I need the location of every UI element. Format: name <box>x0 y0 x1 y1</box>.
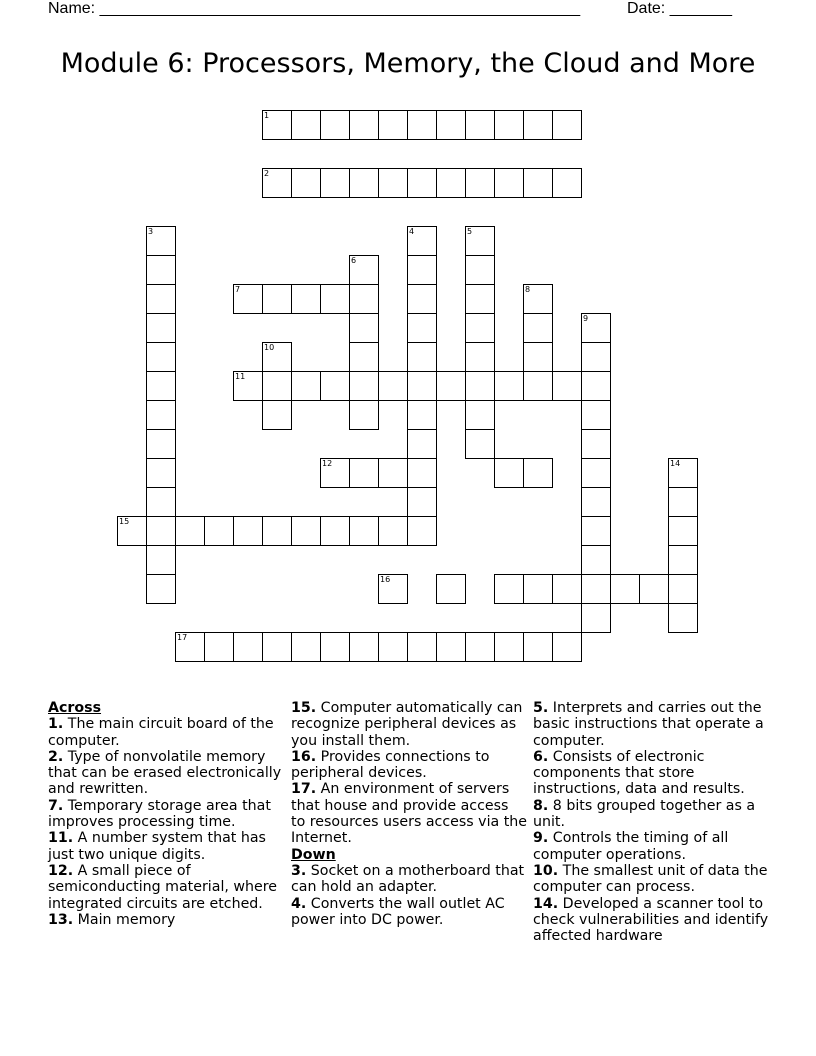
crossword-cell[interactable] <box>436 632 466 662</box>
crossword-cell[interactable] <box>668 574 698 604</box>
clue-number-label: 15 <box>119 517 130 526</box>
across-clue <box>48 912 284 928</box>
crossword-cell[interactable] <box>262 342 292 372</box>
crossword-cell[interactable] <box>378 516 408 546</box>
crossword-cell[interactable] <box>407 371 437 401</box>
crossword-cell[interactable] <box>233 284 263 314</box>
clue-number-label: 10 <box>264 343 275 352</box>
clue-number: 13. <box>48 911 74 928</box>
crossword-cell[interactable] <box>378 371 408 401</box>
crossword-cell[interactable] <box>378 168 408 198</box>
crossword-cell[interactable] <box>552 168 582 198</box>
crossword-cell[interactable] <box>349 516 379 546</box>
crossword-cell[interactable] <box>407 487 437 517</box>
crossword-cell[interactable] <box>581 545 611 575</box>
crossword-cell[interactable] <box>378 458 408 488</box>
crossword-cell[interactable] <box>465 226 495 256</box>
down-clue <box>533 863 769 896</box>
crossword-cell[interactable] <box>146 255 176 285</box>
name-field: Name: ______________________________________________________ <box>48 0 581 17</box>
crossword-cell[interactable] <box>146 458 176 488</box>
clue-number: 15. <box>291 700 317 716</box>
clue-text: Provides connections to peripheral devices. <box>291 748 490 782</box>
crossword-cell[interactable] <box>465 371 495 401</box>
down-heading: Down <box>291 846 336 863</box>
crossword-cell[interactable] <box>436 168 466 198</box>
down-clue <box>533 830 769 863</box>
crossword-cell[interactable] <box>552 110 582 140</box>
crossword-cell[interactable] <box>581 458 611 488</box>
clue-number: 5. <box>533 700 549 716</box>
crossword-cell[interactable] <box>291 110 321 140</box>
crossword-cell[interactable] <box>668 516 698 546</box>
clue-text: Developed a scanner tool to check vulnerabilities and identify affected hardware <box>533 895 769 945</box>
clue-text: A number system that has just two unique digits. <box>48 830 266 863</box>
clue-number-label: 5 <box>467 227 473 236</box>
crossword-cell[interactable] <box>407 110 437 140</box>
clues-column-2 <box>291 700 527 928</box>
crossword-cell[interactable] <box>262 371 292 401</box>
page-title: Module 6: Processors, Memory, the Cloud and More <box>60 48 756 79</box>
clue-text: Main memory <box>77 911 176 928</box>
crossword-cell[interactable] <box>407 255 437 285</box>
across-clue <box>48 830 284 863</box>
crossword-cell[interactable] <box>204 632 234 662</box>
crossword-cell[interactable] <box>378 574 408 604</box>
clue-text: Interprets and carries out the basic instructions that operate a computer. <box>533 700 764 749</box>
clue-number: 7. <box>48 797 64 814</box>
crossword-cell[interactable] <box>320 168 350 198</box>
crossword-cell[interactable] <box>175 516 205 546</box>
clue-text: Consists of electronic components that store instructions, data and results. <box>533 748 745 798</box>
crossword-cell[interactable] <box>581 313 611 343</box>
clue-number-label: 6 <box>351 256 357 265</box>
crossword-cell[interactable] <box>465 110 495 140</box>
date-field: Date: _______ <box>627 0 732 17</box>
across-clue <box>291 749 527 782</box>
clue-number-label: 1 <box>264 111 270 120</box>
crossword-cell[interactable] <box>668 603 698 633</box>
crossword-cell[interactable] <box>407 168 437 198</box>
crossword-cell[interactable] <box>146 545 176 575</box>
clue-number-label: 7 <box>235 285 241 294</box>
across-clue <box>48 798 284 831</box>
crossword-cell[interactable] <box>320 371 350 401</box>
crossword-cell[interactable] <box>146 400 176 430</box>
clue-text: A small piece of semiconducting material, where integrated circuits are etched. <box>48 862 277 912</box>
across-clue <box>291 781 527 846</box>
crossword-cell[interactable] <box>523 284 553 314</box>
crossword-cell[interactable] <box>523 632 553 662</box>
crossword-cell[interactable] <box>320 458 350 488</box>
clue-number: 9. <box>533 830 549 847</box>
crossword-cell[interactable] <box>320 632 350 662</box>
crossword-cell[interactable] <box>233 516 263 546</box>
crossword-cell[interactable] <box>146 487 176 517</box>
crossword-cell[interactable] <box>378 110 408 140</box>
clue-number: 16. <box>291 748 317 765</box>
clue-number-label: 9 <box>583 314 589 323</box>
crossword-cell[interactable] <box>581 574 611 604</box>
clue-text: Type of nonvolatile memory that can be erased electronically and rewritten. <box>48 748 282 798</box>
crossword-cell[interactable] <box>291 284 321 314</box>
crossword-cell[interactable] <box>407 429 437 459</box>
crossword-cell[interactable] <box>436 110 466 140</box>
crossword-cell[interactable] <box>581 429 611 459</box>
crossword-cell[interactable] <box>349 632 379 662</box>
crossword-cell[interactable] <box>262 110 292 140</box>
crossword-cell[interactable] <box>320 516 350 546</box>
crossword-cell[interactable] <box>349 255 379 285</box>
crossword-cell[interactable] <box>523 371 553 401</box>
crossword-cell[interactable] <box>146 574 176 604</box>
clue-number: 11. <box>48 830 74 847</box>
crossword-cell[interactable] <box>668 458 698 488</box>
crossword-cell[interactable] <box>146 226 176 256</box>
crossword-cell[interactable] <box>523 110 553 140</box>
clue-number-label: 14 <box>670 459 681 468</box>
clue-text: The smallest unit of data the computer can process. <box>533 862 768 896</box>
crossword-cell[interactable] <box>668 545 698 575</box>
clue-number: 3. <box>291 862 307 879</box>
clue-number: 2. <box>48 748 64 765</box>
clue-text: Temporary storage area that improves processing time. <box>48 797 271 831</box>
crossword-cell[interactable] <box>117 516 147 546</box>
across-heading: Across <box>48 700 102 716</box>
crossword-cell[interactable] <box>146 342 176 372</box>
crossword-cell[interactable] <box>233 632 263 662</box>
crossword-cell[interactable] <box>581 371 611 401</box>
crossword-cell[interactable] <box>349 458 379 488</box>
crossword-cell[interactable] <box>146 516 176 546</box>
crossword-cell[interactable] <box>581 342 611 372</box>
clue-number-label: 8 <box>525 285 531 294</box>
crossword-cell[interactable] <box>581 516 611 546</box>
crossword-cell[interactable] <box>262 516 292 546</box>
crossword-cell[interactable] <box>233 371 263 401</box>
clue-number-label: 17 <box>177 633 188 642</box>
crossword-cell[interactable] <box>523 168 553 198</box>
crossword-cell[interactable] <box>407 284 437 314</box>
crossword-cell[interactable] <box>523 458 553 488</box>
clue-number: 17. <box>291 781 317 798</box>
down-clue <box>533 798 769 831</box>
crossword-cell[interactable] <box>494 110 524 140</box>
crossword-cell[interactable] <box>320 284 350 314</box>
crossword-cell[interactable] <box>610 574 640 604</box>
clue-number: 14. <box>533 895 559 912</box>
crossword-cell[interactable] <box>552 371 582 401</box>
crossword-cell[interactable] <box>407 516 437 546</box>
crossword-cell[interactable] <box>146 371 176 401</box>
crossword-cell[interactable] <box>407 458 437 488</box>
crossword-cell[interactable] <box>494 458 524 488</box>
clue-text: 8 bits grouped together as a unit. <box>533 797 756 831</box>
clues-column-3 <box>533 700 769 944</box>
crossword-cell[interactable] <box>581 400 611 430</box>
crossword-cell[interactable] <box>146 429 176 459</box>
crossword-cell[interactable] <box>494 168 524 198</box>
clue-text: The main circuit board of the computer. <box>48 716 274 749</box>
crossword-cell[interactable] <box>204 516 234 546</box>
crossword-cell[interactable] <box>668 487 698 517</box>
crossword-cell[interactable] <box>349 110 379 140</box>
clue-number-label: 12 <box>322 459 333 468</box>
clue-text: Socket on a motherboard that can hold an adapter. <box>291 862 525 896</box>
across-clue <box>48 863 284 912</box>
crossword-cell[interactable] <box>175 632 205 662</box>
crossword-cell[interactable] <box>465 400 495 430</box>
crossword-cell[interactable] <box>262 168 292 198</box>
clue-number: 1. <box>48 716 64 733</box>
clue-number: 4. <box>291 895 307 912</box>
crossword-cell[interactable] <box>291 168 321 198</box>
crossword-cell[interactable] <box>146 313 176 343</box>
down-clue <box>533 896 769 945</box>
crossword-cell[interactable] <box>465 632 495 662</box>
clue-text: Converts the wall outlet AC power into DC power. <box>291 895 505 928</box>
crossword-cell[interactable] <box>465 284 495 314</box>
clue-number-label: 3 <box>148 227 154 236</box>
clue-text: Controls the timing of all computer operations. <box>533 830 729 863</box>
crossword-cell[interactable] <box>523 574 553 604</box>
crossword-cell[interactable] <box>494 371 524 401</box>
crossword-cell[interactable] <box>407 632 437 662</box>
down-clue <box>533 700 769 749</box>
clue-number-label: 2 <box>264 169 270 178</box>
clue-number: 12. <box>48 862 74 879</box>
across-clue <box>291 700 527 749</box>
crossword-cell[interactable] <box>581 603 611 633</box>
down-clue <box>291 896 527 929</box>
clue-number-label: 4 <box>409 227 415 236</box>
crossword-cell[interactable] <box>465 255 495 285</box>
crossword-cell[interactable] <box>465 313 495 343</box>
crossword-cell[interactable] <box>349 371 379 401</box>
crossword-cell[interactable] <box>146 284 176 314</box>
across-clue <box>48 749 284 798</box>
crossword-cell[interactable] <box>349 342 379 372</box>
crossword-cell[interactable] <box>349 284 379 314</box>
crossword-cell[interactable] <box>436 574 466 604</box>
crossword-cell[interactable] <box>639 574 669 604</box>
clue-text: An environment of servers that house and provide access to resources users access via the Internet. <box>291 781 528 847</box>
down-clue <box>291 863 527 896</box>
crossword-cell[interactable] <box>349 400 379 430</box>
crossword-cell[interactable] <box>494 574 524 604</box>
crossword-cell[interactable] <box>291 516 321 546</box>
crossword-cell[interactable] <box>494 632 524 662</box>
crossword-cell[interactable] <box>465 168 495 198</box>
crossword-cell[interactable] <box>407 226 437 256</box>
across-clue <box>48 716 284 749</box>
clue-number: 10. <box>533 862 559 879</box>
crossword-cell[interactable] <box>378 632 408 662</box>
crossword-cell[interactable] <box>465 429 495 459</box>
crossword-cell[interactable] <box>407 342 437 372</box>
crossword-cell[interactable] <box>407 313 437 343</box>
crossword-cell[interactable] <box>552 632 582 662</box>
crossword-cell[interactable] <box>291 371 321 401</box>
clue-number: 6. <box>533 748 549 765</box>
crossword-cell[interactable] <box>262 632 292 662</box>
crossword-cell[interactable] <box>349 168 379 198</box>
clues-column-1 <box>48 700 284 928</box>
crossword-cell[interactable] <box>523 342 553 372</box>
crossword-cell[interactable] <box>436 371 466 401</box>
crossword-cell[interactable] <box>291 632 321 662</box>
crossword-cell[interactable] <box>581 487 611 517</box>
crossword-cell[interactable] <box>465 342 495 372</box>
crossword-cell[interactable] <box>262 400 292 430</box>
crossword-cell[interactable] <box>349 313 379 343</box>
crossword-cell[interactable] <box>523 313 553 343</box>
crossword-cell[interactable] <box>407 400 437 430</box>
down-clue <box>533 749 769 798</box>
crossword-cell[interactable] <box>262 284 292 314</box>
clue-number: 8. <box>533 797 549 814</box>
clue-text: Computer automatically can recognize peripheral devices as you install them. <box>291 700 523 749</box>
crossword-cell[interactable] <box>552 574 582 604</box>
crossword-cell[interactable] <box>320 110 350 140</box>
clue-number-label: 16 <box>380 575 391 584</box>
clue-number-label: 11 <box>235 372 246 381</box>
